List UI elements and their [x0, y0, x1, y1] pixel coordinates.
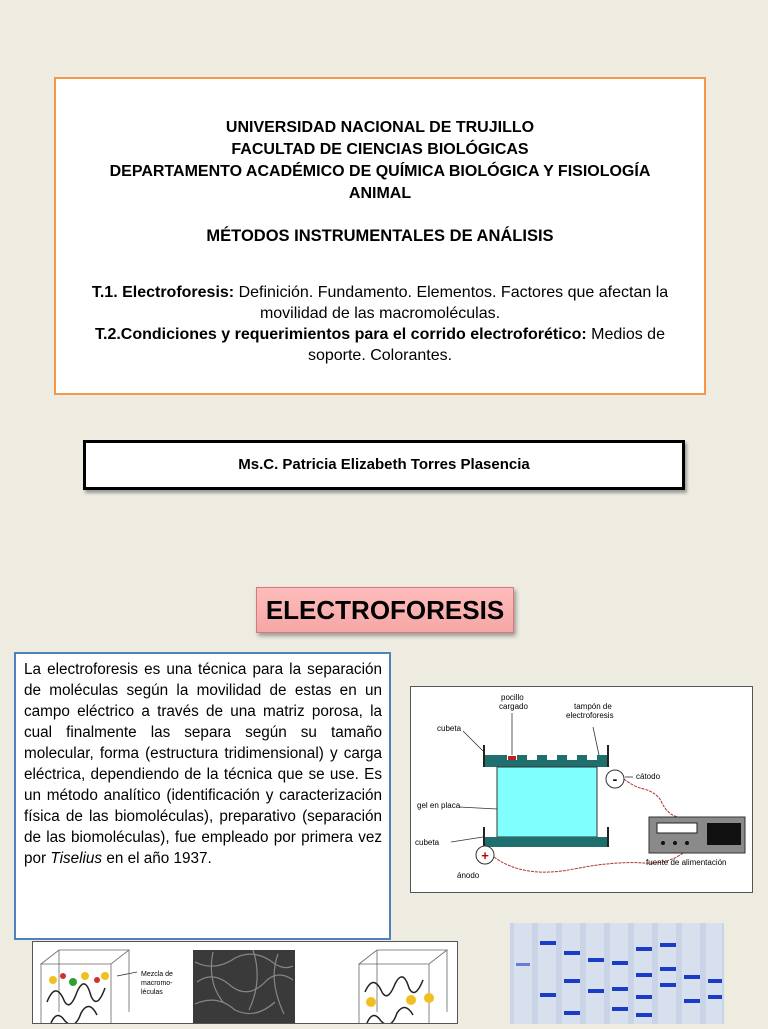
tray-wall-left — [483, 745, 485, 767]
label-anodo: ánodo — [457, 871, 480, 880]
author-box: Ms.C. Patricia Elizabeth Torres Plasencia — [83, 440, 685, 490]
gel-photo — [510, 923, 724, 1024]
power-display — [657, 823, 697, 833]
institution-block — [56, 117, 704, 205]
topic-1 — [66, 282, 694, 324]
department-name: DEPARTAMENTO ACADÉMICO DE QUÍMICA BIOLÓGICA Y FISIOLOGÍA — [109, 163, 651, 180]
label-cubeta-bottom: cubeta — [415, 838, 440, 847]
section-title: ELECTROFORESIS — [256, 587, 514, 633]
matrix-illustration — [33, 942, 457, 1023]
topic-2-label: T.2.Condiciones y requerimientos para el corrido electroforético: — [95, 326, 587, 343]
label-tampon: tampón de — [574, 702, 612, 711]
plus-sign: + — [481, 848, 489, 863]
tiselius-name: Tiselius — [50, 850, 103, 867]
apparatus-illustration — [411, 687, 752, 892]
department-name-cont: ANIMAL — [348, 185, 412, 202]
tray-wall-right — [607, 745, 609, 767]
power-panel — [707, 823, 741, 845]
university-name: UNIVERSIDAD NACIONAL DE TRUJILLO — [225, 119, 535, 136]
left-molecules — [49, 972, 109, 986]
label-cubeta-top: cubeta — [437, 724, 462, 733]
topic-2 — [66, 324, 694, 366]
left-fibers — [47, 984, 105, 1023]
electrophoresis-diagram — [410, 686, 753, 893]
faculty-name: FACULTAD DE CIENCIAS BIOLÓGICAS — [231, 141, 529, 158]
left-cube — [41, 950, 129, 1023]
gel-bands-image — [510, 923, 724, 1024]
gel-matrix-figure — [32, 941, 458, 1024]
label-fuente: fuente de alimentación — [646, 858, 727, 867]
description-end: en el año 1937. — [102, 850, 212, 867]
description-box — [14, 652, 391, 940]
mixture-label-2: macromo- — [141, 980, 173, 987]
lower-wall-left — [483, 827, 485, 847]
label-cargado: cargado — [499, 702, 528, 711]
loaded-well — [508, 756, 516, 760]
label-electroforesis: electroforesis — [566, 711, 614, 720]
mixture-label-1: Mezcla de — [141, 971, 173, 978]
gel-slab — [497, 767, 597, 837]
description-text: La electroforesis es una técnica para la separación de moléculas según la movilidad de estas en un campo eléctrico a través de una matriz porosa, la cual finalmente las separa según su tamaño molecular, forma (estructura tridimensional) y carga eléctrica, dependiendo de la técnica que se use. Es un método analítico (identificación y caracterización física de las biomoléculas), preparativo (separación de las biomoléculas), fue empleado por primera vez por — [24, 661, 382, 867]
right-cube — [359, 950, 447, 1023]
title-box — [54, 77, 706, 395]
label-catodo: cátodo — [636, 772, 661, 781]
course-title: MÉTODOS INSTRUMENTALES DE ANÁLISIS — [206, 227, 554, 245]
label-gel: gel en placa — [417, 801, 461, 810]
mixture-label-3: léculas — [141, 989, 163, 996]
topics-block — [56, 282, 704, 366]
topic-1-label: T.1. Electroforesis: — [91, 284, 235, 301]
topic-2-text: Medios de soporte. Colorantes. — [307, 326, 665, 364]
lower-buffer-tray — [483, 837, 609, 847]
label-pocillo: pocillo — [501, 693, 524, 702]
lower-wall-right — [607, 827, 609, 847]
right-molecules — [366, 993, 434, 1007]
topic-1-text: Definición. Fundamento. Elementos. Factores que afectan la movilidad de las macromoléculas. — [234, 284, 669, 322]
minus-sign: - — [612, 771, 618, 787]
sem-micrograph — [193, 950, 295, 1023]
